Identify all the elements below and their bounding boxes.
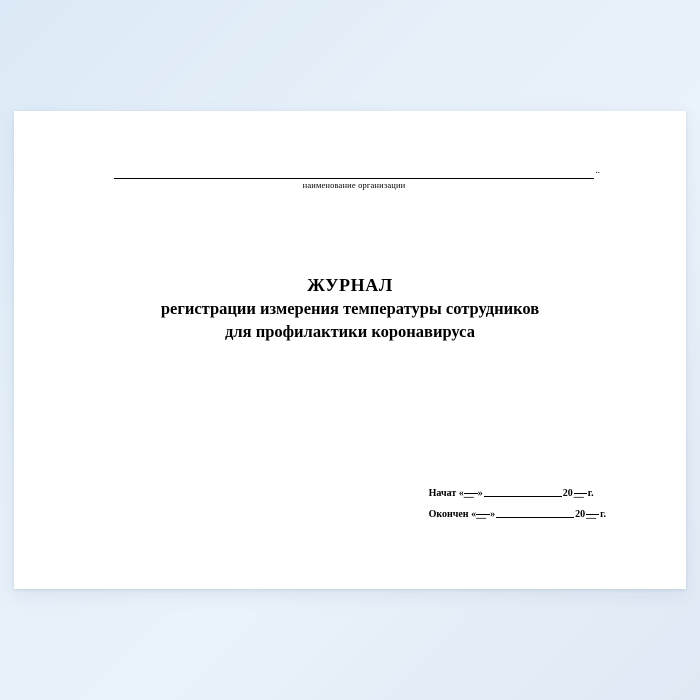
title-line-2: регистрации измерения температуры сотрудников (160, 299, 540, 318)
organization-name-tick: .. (595, 165, 600, 175)
finished-year-prefix: 20 (575, 509, 586, 520)
started-month-field[interactable] (484, 486, 562, 497)
finished-year-suffix: г. (600, 509, 606, 520)
document-footer (429, 483, 606, 525)
started-day-field[interactable]: __ (464, 483, 478, 494)
organization-name-rule (114, 165, 600, 179)
title-line-1: ЖУРНАЛ (307, 275, 393, 295)
finished-year-field[interactable]: __ (586, 504, 599, 515)
document-page (14, 111, 686, 589)
finished-day-field[interactable]: __ (476, 504, 490, 515)
started-quote-close: » (477, 488, 483, 499)
started-year-prefix: 20 (562, 488, 573, 499)
finished-quote-close: » (490, 509, 496, 520)
started-row[interactable] (429, 483, 606, 504)
started-year-field[interactable]: __ (574, 483, 587, 494)
finished-label: Окончен « (428, 509, 477, 520)
organization-name-caption: наименование организации (302, 180, 406, 190)
finished-month-field[interactable] (496, 507, 574, 518)
title-line-3: для профилактики коронавируса (225, 322, 475, 341)
organization-name-field[interactable] (114, 165, 600, 191)
started-year-suffix: г. (587, 488, 594, 499)
started-label: Начат « (428, 488, 464, 499)
finished-row[interactable] (429, 504, 606, 525)
document-title (14, 273, 686, 343)
